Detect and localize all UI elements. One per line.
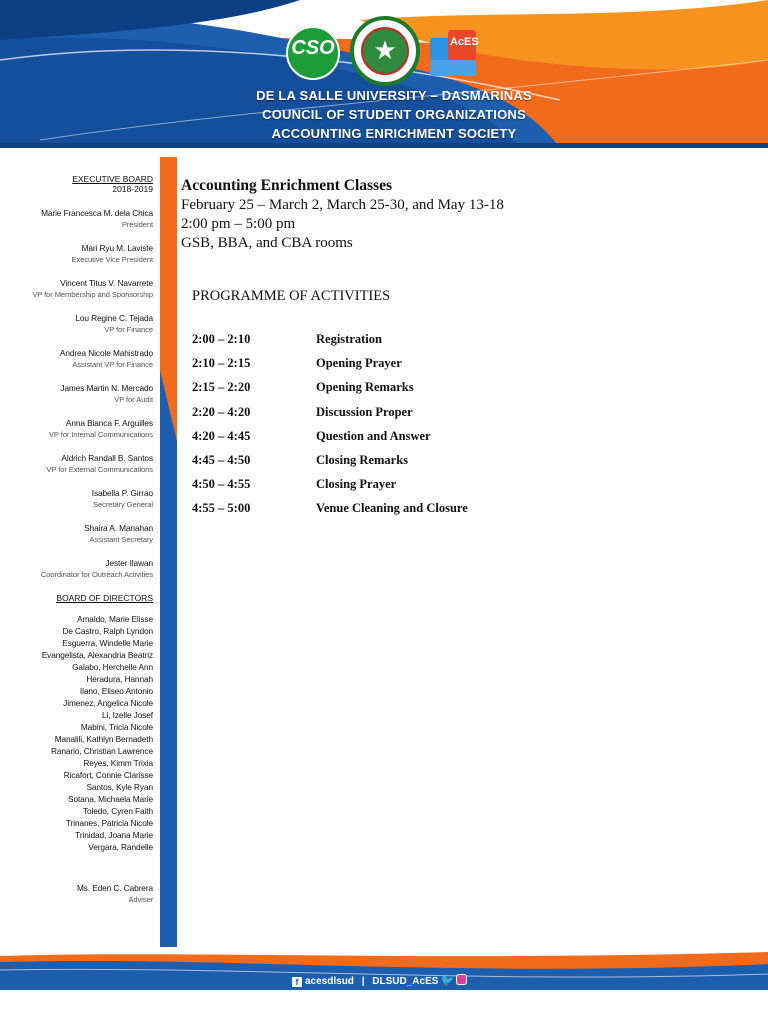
member-role: Assistant Secretary (89, 535, 153, 544)
adviser-role: Adviser (128, 895, 153, 904)
director-name: Ricafort, Connie Clarisse (63, 770, 153, 780)
schedule-activity: Venue Cleaning and Closure (316, 501, 468, 516)
org-line-society: ACCOUNTING ENRICHMENT SOCIETY (271, 126, 517, 141)
director-name: Mabini, Tricia Nicole (80, 722, 153, 732)
schedule-activity: Registration (316, 332, 382, 346)
schedule-activity: Discussion Proper (316, 404, 413, 419)
schedule-row (192, 429, 592, 453)
member-name: Vincent Titus V. Navarrete (60, 278, 153, 288)
schedule-row (192, 405, 592, 429)
aces-logo (430, 30, 479, 76)
adviser-block (0, 883, 153, 905)
schedule-table (192, 332, 592, 526)
footer-banner (0, 948, 768, 990)
aces-logo-text: AcES (450, 36, 479, 48)
event-dates: February 25 – March 2, March 25-30, and May 13-18 (181, 197, 504, 213)
schedule-time: 2:00 – 2:10 (192, 332, 251, 346)
director-name: Jimenez, Angelica Nicole (63, 698, 153, 708)
director-name: Li, Izelle Josef (102, 710, 153, 720)
member-role: Assistant VP for Finance (72, 360, 153, 369)
university-seal-logo (350, 16, 420, 86)
executive-member (0, 558, 153, 580)
director-name: Evangelista, Alexandria Beatriz (41, 650, 153, 660)
schedule-activity: Closing Prayer (316, 477, 397, 492)
member-role: VP for Finance (104, 325, 153, 334)
main-content (181, 176, 741, 516)
board-of-directors-heading: BOARD OF DIRECTORS (56, 593, 153, 603)
member-role: President (121, 220, 153, 229)
member-name: Isabella P. Girrao (91, 488, 153, 498)
member-name: Aldrich Randall B. Santos (61, 453, 153, 463)
director-name: Santos, Kyle Ryan (86, 782, 153, 792)
member-name: Marie Francesca M. dela Chica (41, 208, 153, 218)
executive-member (0, 243, 153, 265)
schedule-activity: Opening Remarks (316, 380, 414, 395)
member-name: Andrea Nicole Mahistrado (59, 348, 153, 358)
member-name: James Martin N. Mercado (60, 383, 153, 393)
twitter-handle[interactable]: DLSUD_AcES (372, 976, 439, 987)
schedule-activity: Opening Prayer (316, 356, 402, 371)
cso-logo (286, 26, 340, 80)
director-name: Trinanes, Patricia Nicole (65, 818, 153, 828)
event-time: 2:00 pm – 5:00 pm (181, 216, 296, 232)
member-name: Lou Regine C. Tejada (75, 313, 153, 323)
member-name: Mari Ryu M. Laviste (81, 243, 153, 253)
executive-member-list (0, 208, 153, 580)
schedule-time: 4:50 – 4:55 (192, 477, 251, 492)
schedule-time: 2:20 – 4:20 (192, 404, 251, 419)
director-name: Trinidad, Joana Marie (75, 830, 153, 840)
director-name: Reyes, Kimm Trixia (83, 758, 153, 768)
schedule-row (192, 380, 592, 404)
sidebar-roster (0, 174, 153, 905)
instagram-icon (456, 974, 467, 985)
twitter-icon: 🐦 (440, 975, 455, 987)
executive-member (0, 523, 153, 545)
schedule-time: 4:20 – 4:45 (192, 428, 251, 443)
member-role: Coordinator for Outreach Activities (40, 570, 153, 579)
event-venue: GSB, BBA, and CBA rooms (181, 235, 353, 251)
org-line-council: COUNCIL OF STUDENT ORGANIZATIONS (262, 107, 526, 122)
footer-separator: | (361, 976, 365, 987)
director-name: Esguerra, Windelle Marie (62, 638, 153, 648)
executive-member (0, 453, 153, 475)
event-title: Accounting Enrichment Classes (181, 177, 392, 194)
director-list (0, 613, 153, 853)
letterhead-banner (0, 0, 768, 148)
member-name: Shaira A. Manahan (84, 523, 153, 533)
star-icon: ★ (373, 35, 397, 65)
term-year: 2018-2019 (112, 184, 153, 194)
executive-member (0, 383, 153, 405)
executive-member (0, 488, 153, 510)
facebook-icon: f (292, 977, 302, 987)
director-name: Ranario, Christian Lawrence (51, 746, 153, 756)
schedule-activity: Question and Answer (316, 428, 431, 443)
director-name: Ilano, Eliseo Antonio (79, 686, 153, 696)
executive-member (0, 313, 153, 335)
org-line-university: DE LA SALLE UNIVERSITY – DASMARIÑAS (256, 88, 532, 103)
member-role: VP for External Communications (46, 465, 153, 474)
programme-heading: PROGRAMME OF ACTIVITIES (192, 288, 391, 304)
director-name: Amaldo, Marie Elisse (77, 614, 153, 624)
member-role: VP for Membership and Sponsorship (32, 290, 153, 299)
director-name: Sotana, Michaela Marie (68, 794, 153, 804)
schedule-row (192, 332, 592, 356)
director-name: De Castro, Ralph Lyndon (62, 626, 153, 636)
vertical-accent-bar (160, 157, 177, 947)
schedule-row (192, 501, 592, 525)
schedule-row (192, 477, 592, 501)
facebook-handle[interactable]: acesdlsud (305, 976, 354, 987)
director-name: Heradura, Hannah (86, 674, 153, 684)
schedule-activity: Closing Remarks (316, 452, 409, 467)
executive-member (0, 278, 153, 300)
cso-logo-text: CSO (291, 37, 335, 59)
executive-member (0, 208, 153, 230)
director-name: Toledo, Cyren Faith (82, 806, 153, 816)
adviser-name: Ms. Eden C. Cabrera (76, 883, 153, 893)
director-name: Manalili, Kathlyn Bernadeth (54, 734, 153, 744)
member-role: Executive Vice President (71, 255, 153, 264)
schedule-time: 4:45 – 4:50 (192, 452, 251, 467)
schedule-row (192, 356, 592, 380)
seal-inner (361, 27, 409, 75)
social-links (292, 974, 467, 987)
executive-board-heading: EXECUTIVE BOARD (72, 174, 153, 184)
schedule-time: 2:10 – 2:15 (192, 356, 251, 371)
member-role: VP for Internal Communications (48, 430, 153, 439)
member-name: Jester Ilawan (105, 558, 153, 568)
director-name: Galabo, Herchelle Ann (72, 662, 153, 672)
member-name: Anna Bianca F. Arguilles (65, 418, 153, 428)
schedule-time: 4:55 – 5:00 (192, 501, 251, 516)
executive-member (0, 348, 153, 370)
director-name: Vergara, Randelle (88, 842, 153, 852)
schedule-row (192, 453, 592, 477)
executive-member (0, 418, 153, 440)
member-role: VP for Audit (114, 395, 153, 404)
member-role: Secretary General (93, 500, 153, 509)
schedule-time: 2:15 – 2:20 (192, 380, 251, 395)
